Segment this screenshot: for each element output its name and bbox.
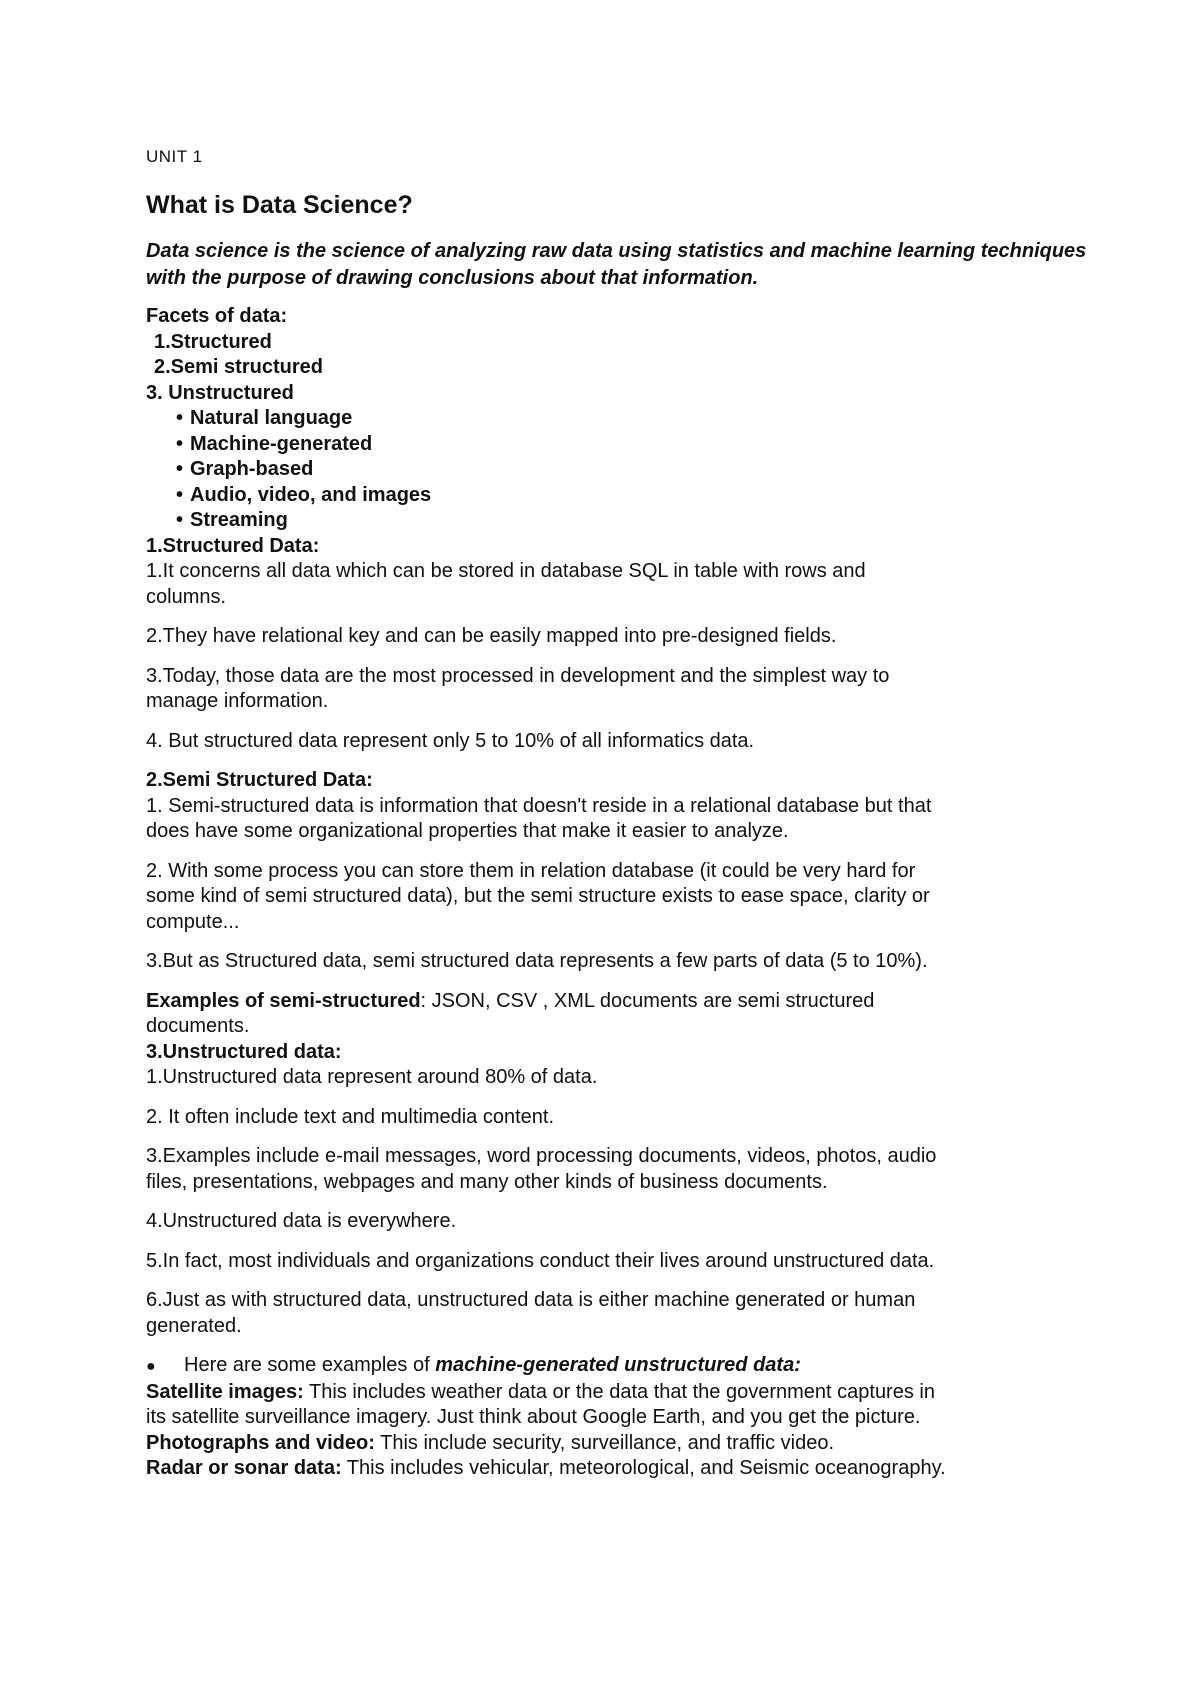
bullet-icon: •	[176, 483, 184, 506]
semi-structured-examples	[146, 989, 1106, 1040]
unstructured-subitem	[146, 406, 1106, 432]
photo-label: Photographs and video:	[146, 1431, 375, 1454]
machine-generated-intro	[146, 1353, 1106, 1380]
unstructured-point-2	[146, 1105, 1106, 1131]
bullet-icon: •	[176, 407, 184, 429]
text-line: 2. With some process you can store them in relation database (it could be very hard for	[146, 859, 916, 882]
structured-point-1	[146, 559, 1106, 610]
document-body	[146, 146, 1106, 1482]
radar-label: Radar or sonar data:	[146, 1457, 342, 1479]
intro-plain-text: Here are some examples of	[184, 1354, 436, 1376]
text-line: compute...	[146, 910, 240, 933]
photographs-entry	[146, 1431, 1106, 1457]
semi-structured-point-1	[146, 794, 1106, 845]
unit-label: UNIT 1	[146, 147, 203, 166]
text-line: 3.Today, those data are the most processed in development and the simplest way to	[146, 664, 890, 687]
bullet-icon: •	[176, 509, 184, 531]
text-line: 3.But as Structured data, semi structured data represents a few parts of data (5 to 10%).	[146, 950, 928, 972]
text-line: documents.	[146, 1015, 250, 1037]
unstructured-subitem	[146, 432, 1106, 458]
examples-label: Examples of semi-structured	[146, 989, 421, 1012]
facets-heading: Facets of data:	[146, 305, 288, 327]
semi-structured-heading: 2.Semi Structured Data:	[146, 769, 373, 791]
text-line	[146, 1380, 1106, 1406]
radar-entry	[146, 1456, 1106, 1482]
facet-item-semi-structured: 2.Semi structured	[154, 356, 323, 378]
intro-emphasis-text: machine-generated unstructured data:	[435, 1354, 801, 1376]
satellite-images-entry	[146, 1380, 1106, 1431]
structured-point-4	[146, 729, 1106, 755]
unstructured-subitem	[146, 457, 1106, 483]
subitem-label: Natural language	[190, 407, 353, 429]
photo-text: This include security, surveillance, and traffic video.	[374, 1431, 835, 1454]
unstructured-point-3	[146, 1144, 1106, 1195]
unstructured-point-5	[146, 1249, 1106, 1275]
bullet-icon: ●	[146, 1358, 156, 1375]
structured-point-3	[146, 664, 1106, 715]
semi-structured-point-2	[146, 859, 1106, 936]
text-line: does have some organizational properties that make it easier to analyze.	[146, 820, 789, 842]
text-line: some kind of semi structured data), but the semi structure exists to ease space, clarity or	[146, 885, 930, 907]
unstructured-point-4	[146, 1209, 1106, 1235]
text-line: 4.Unstructured data is everywhere.	[146, 1210, 457, 1232]
unstructured-subitem	[146, 483, 1106, 509]
semi-structured-point-3	[146, 949, 1106, 975]
text-line: its satellite surveillance imagery. Just think about Google Earth, and you get the picture.	[146, 1406, 921, 1428]
facet-item-structured: 1.Structured	[154, 330, 272, 353]
text-line: 1. Semi-structured data is information that doesn't reside in a relational database but that	[146, 794, 932, 817]
structured-point-2	[146, 624, 1106, 650]
page-title: What is Data Science?	[146, 191, 413, 219]
subitem-label: Machine-generated	[190, 432, 373, 455]
bullet-icon: •	[176, 432, 184, 455]
unstructured-subitem	[146, 508, 1106, 534]
text-line: manage information.	[146, 690, 329, 712]
examples-text: : JSON, CSV , XML documents are semi structured	[420, 989, 875, 1012]
text-line: 1.Unstructured data represent around 80% of data.	[146, 1066, 598, 1088]
facet-item-unstructured: 3. Unstructured	[146, 381, 294, 404]
satellite-text: This includes weather data or the data that the government captures in	[303, 1380, 935, 1403]
definition-paragraph: Data science is the science of analyzing raw data using statistics and machine learning techniques with the purpose of drawing conclusions about that information.	[146, 240, 1087, 289]
bullet-icon: •	[176, 458, 184, 480]
text-line: files, presentations, webpages and many other kinds of business documents.	[146, 1170, 828, 1193]
text-line	[146, 989, 1106, 1015]
text-line: 5.In fact, most individuals and organizations conduct their lives around unstructured data.	[146, 1249, 935, 1272]
text-line: columns.	[146, 585, 227, 608]
text-line: generated.	[146, 1314, 242, 1337]
subitem-label: Graph-based	[190, 458, 314, 480]
text-line: 1.It concerns all data which can be stored in database SQL in table with rows and	[146, 560, 866, 582]
text-line: 2. It often include text and multimedia content.	[146, 1105, 555, 1128]
satellite-label: Satellite images:	[146, 1380, 304, 1403]
subitem-label: Audio, video, and images	[190, 483, 432, 506]
unstructured-point-1	[146, 1065, 1106, 1091]
structured-data-heading: 1.Structured Data:	[146, 534, 320, 557]
unstructured-point-6	[146, 1288, 1106, 1339]
text-line: 2.They have relational key and can be easily mapped into pre-designed fields.	[146, 625, 837, 647]
radar-text: This includes vehicular, meteorological, and Seismic oceanography.	[341, 1457, 946, 1479]
text-line: 4. But structured data represent only 5 to 10% of all informatics data.	[146, 729, 755, 752]
unstructured-heading: 3.Unstructured data:	[146, 1040, 342, 1063]
text-line: 3.Examples include e-mail messages, word processing documents, videos, photos, audio	[146, 1145, 937, 1167]
text-line: 6.Just as with structured data, unstructured data is either machine generated or human	[146, 1289, 916, 1311]
subitem-label: Streaming	[190, 509, 288, 531]
